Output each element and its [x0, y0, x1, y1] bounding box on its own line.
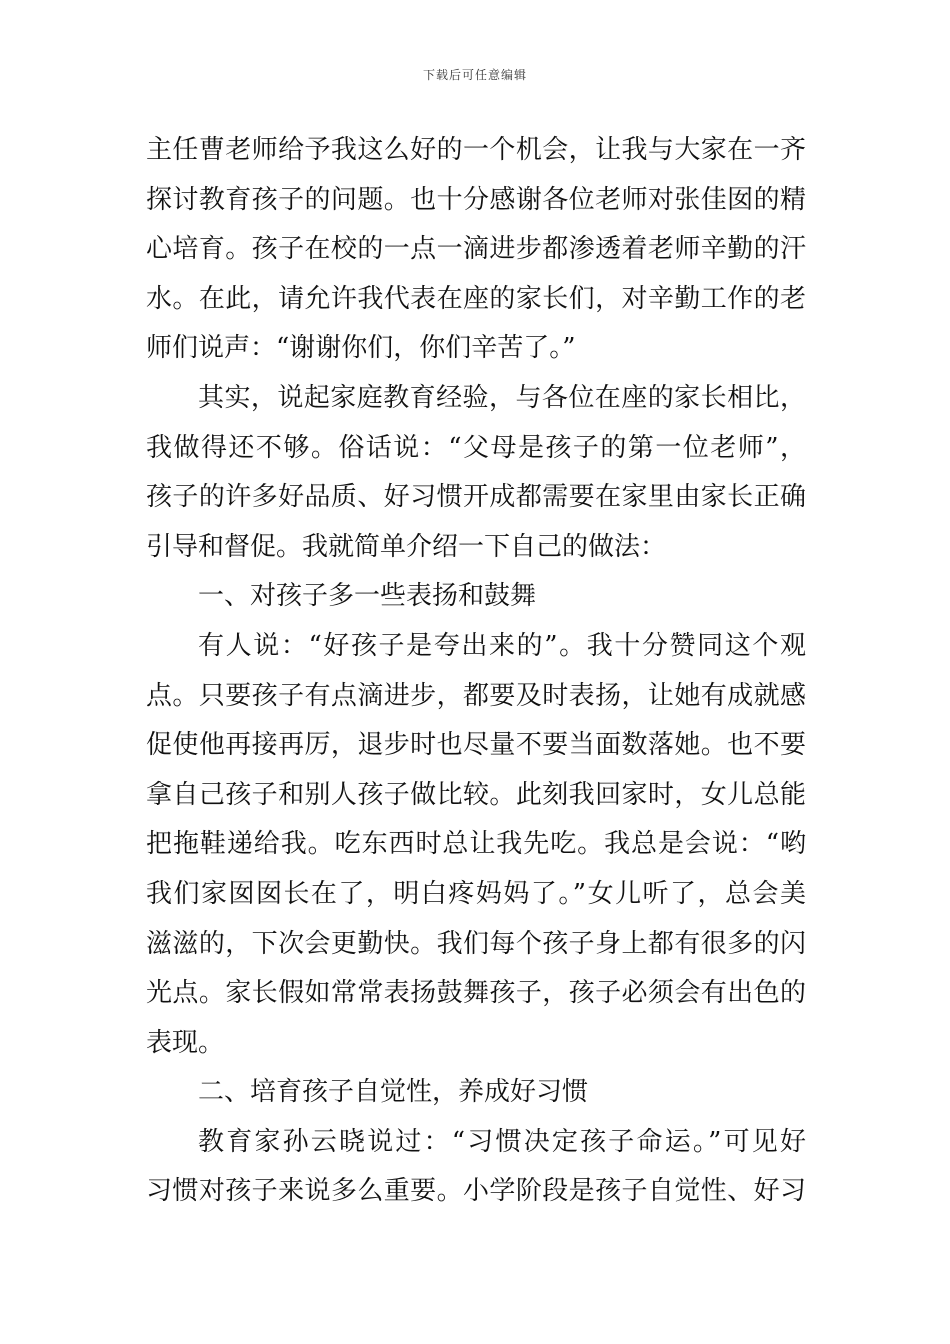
text-line: 我们家囡囡长在了，明白疼妈妈了。”女儿听了，总会美	[146, 878, 806, 909]
text-line: 水。在此，请允许我代表在座的家长们，对辛勤工作的老	[146, 283, 806, 314]
text-line: 一、对孩子多一些表扬和鼓舞	[198, 581, 537, 612]
text-line: 我做得还不够。俗话说：“父母是孩子的第一位老师”，	[146, 432, 806, 463]
text-line: 探讨教育孩子的问题。也十分感谢各位老师对张佳囡的精	[146, 184, 806, 215]
text-line: 心培育。孩子在校的一点一滴进步都渗透着老师辛勤的汗	[146, 234, 806, 265]
text-line: 有人说：“好孩子是夸出来的”。我十分赞同这个观	[198, 630, 806, 661]
text-line: 教育家孙云晓说过：“习惯决定孩子命运。”可见好	[198, 1126, 806, 1157]
text-line: 滋滋的，下次会更勤快。我们每个孩子身上都有很多的闪	[146, 928, 806, 959]
page-header-note: 下载后可任意编辑	[422, 68, 527, 82]
text-line: 促使他再接再厉，退步时也尽量不要当面数落她。也不要	[146, 730, 806, 761]
text-line: 点。只要孩子有点滴进步，都要及时表扬，让她有成就感	[146, 680, 806, 711]
text-line: 表现。	[146, 1027, 225, 1058]
document-body	[146, 126, 806, 1217]
text-line: 把拖鞋递给我。吃东西时总让我先吃。我总是会说：“哟	[146, 829, 806, 860]
text-line: 拿自己孩子和别人孩子做比较。此刻我回家时，女儿总能	[146, 779, 806, 810]
text-line: 引导和督促。我就简单介绍一下自己的做法：	[146, 531, 667, 562]
text-line: 二、培育孩子自觉性，养成好习惯	[198, 1077, 589, 1108]
text-line: 光点。家长假如常常表扬鼓舞孩子，孩子必须会有出色的	[146, 978, 806, 1009]
text-line: 其实，说起家庭教育经验，与各位在座的家长相比，	[198, 382, 806, 413]
text-line: 孩子的许多好品质、好习惯开成都需要在家里由家长正确	[146, 482, 806, 513]
text-line: 主任曹老师给予我这么好的一个机会，让我与大家在一齐	[146, 135, 806, 165]
text-line: 习惯对孩子来说多么重要。小学阶段是孩子自觉性、好习	[146, 1176, 806, 1207]
text-line: 师们说声：“谢谢你们，你们辛苦了。”	[146, 333, 576, 364]
